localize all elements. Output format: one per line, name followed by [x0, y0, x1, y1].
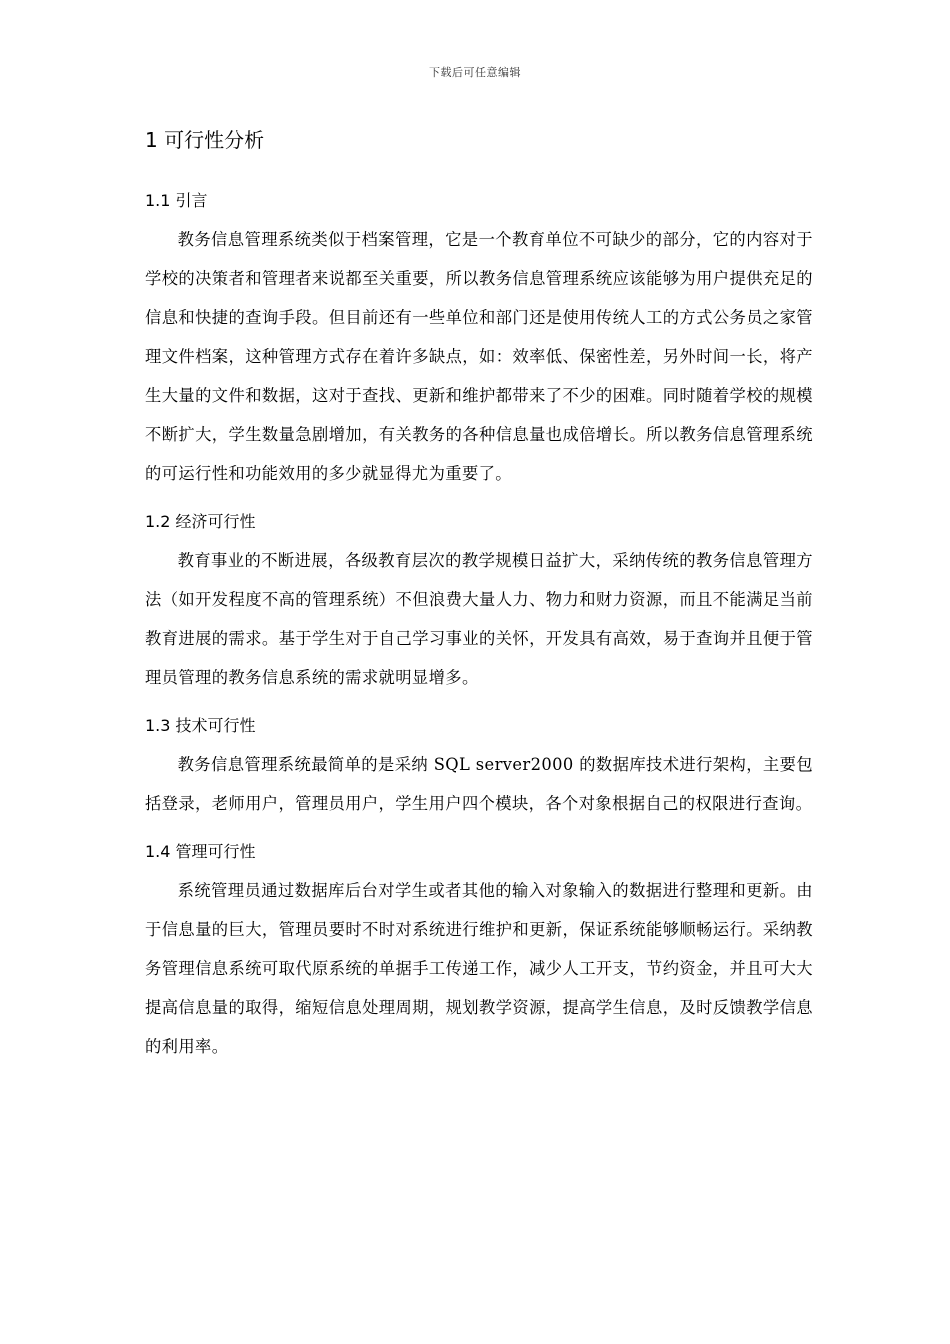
section-heading-intro: 1.1 引言 — [145, 191, 208, 210]
chapter-title: 1 可行性分析 — [145, 128, 265, 152]
document-body — [145, 120, 813, 1066]
section-paragraph-management: 系统管理员通过数据库后台对学生或者其他的输入对象输入的数据进行整理和更新。由于信息量的巨大，管理员要时不时对系统进行维护和更新，保证系统能够顺畅运行。采纳教务管理信息系统可取代原系统的单据手工传递工作，减少人工开支，节约资金，并且可大大提高信息量的取得，缩短信息处理周期，规划教学资源，提高学生信息，及时反馈教学信息的利用率。 — [145, 881, 813, 1056]
section-heading-technical: 1.3 技术可行性 — [145, 716, 256, 735]
section-heading-economic: 1.2 经济可行性 — [145, 512, 256, 531]
section-heading-management: 1.4 管理可行性 — [145, 842, 256, 861]
section-paragraph-economic: 教育事业的不断进展，各级教育层次的教学规模日益扩大，采纳传统的教务信息管理方法（如开发程度不高的管理系统）不但浪费大量人力、物力和财力资源，而且不能满足当前教育进展的需求。基于学生对于自己学习事业的关怀，开发具有高效，易于查询并且便于管理员管理的教务信息系统的需求就明显增多。 — [145, 551, 813, 687]
section-paragraph-technical: 教务信息管理系统最简单的是采纳 SQL server2000 的数据库技术进行架构，主要包括登录，老师用户，管理员用户，学生用户四个模块，各个对象根据自己的权限进行查询。 — [145, 755, 813, 813]
section-paragraph-intro: 教务信息管理系统类似于档案管理，它是一个教育单位不可缺少的部分，它的内容对于学校的决策者和管理者来说都至关重要，所以教务信息管理系统应该能够为用户提供充足的信息和快捷的查询手段。但目前还有一些单位和部门还是使用传统人工的方式公务员之家管理文件档案，这种管理方式存在着许多缺点，如：效率低、保密性差，另外时间一长，将产生大量的文件和数据，这对于查找、更新和维护都带来了不少的困难。同时随着学校的规模不断扩大，学生数量急剧增加，有关教务的各种信息量也成倍增长。所以教务信息管理系统的可运行性和功能效用的多少就显得尤为重要了。 — [145, 230, 813, 483]
running-header: 下载后可任意编辑 — [429, 66, 521, 79]
